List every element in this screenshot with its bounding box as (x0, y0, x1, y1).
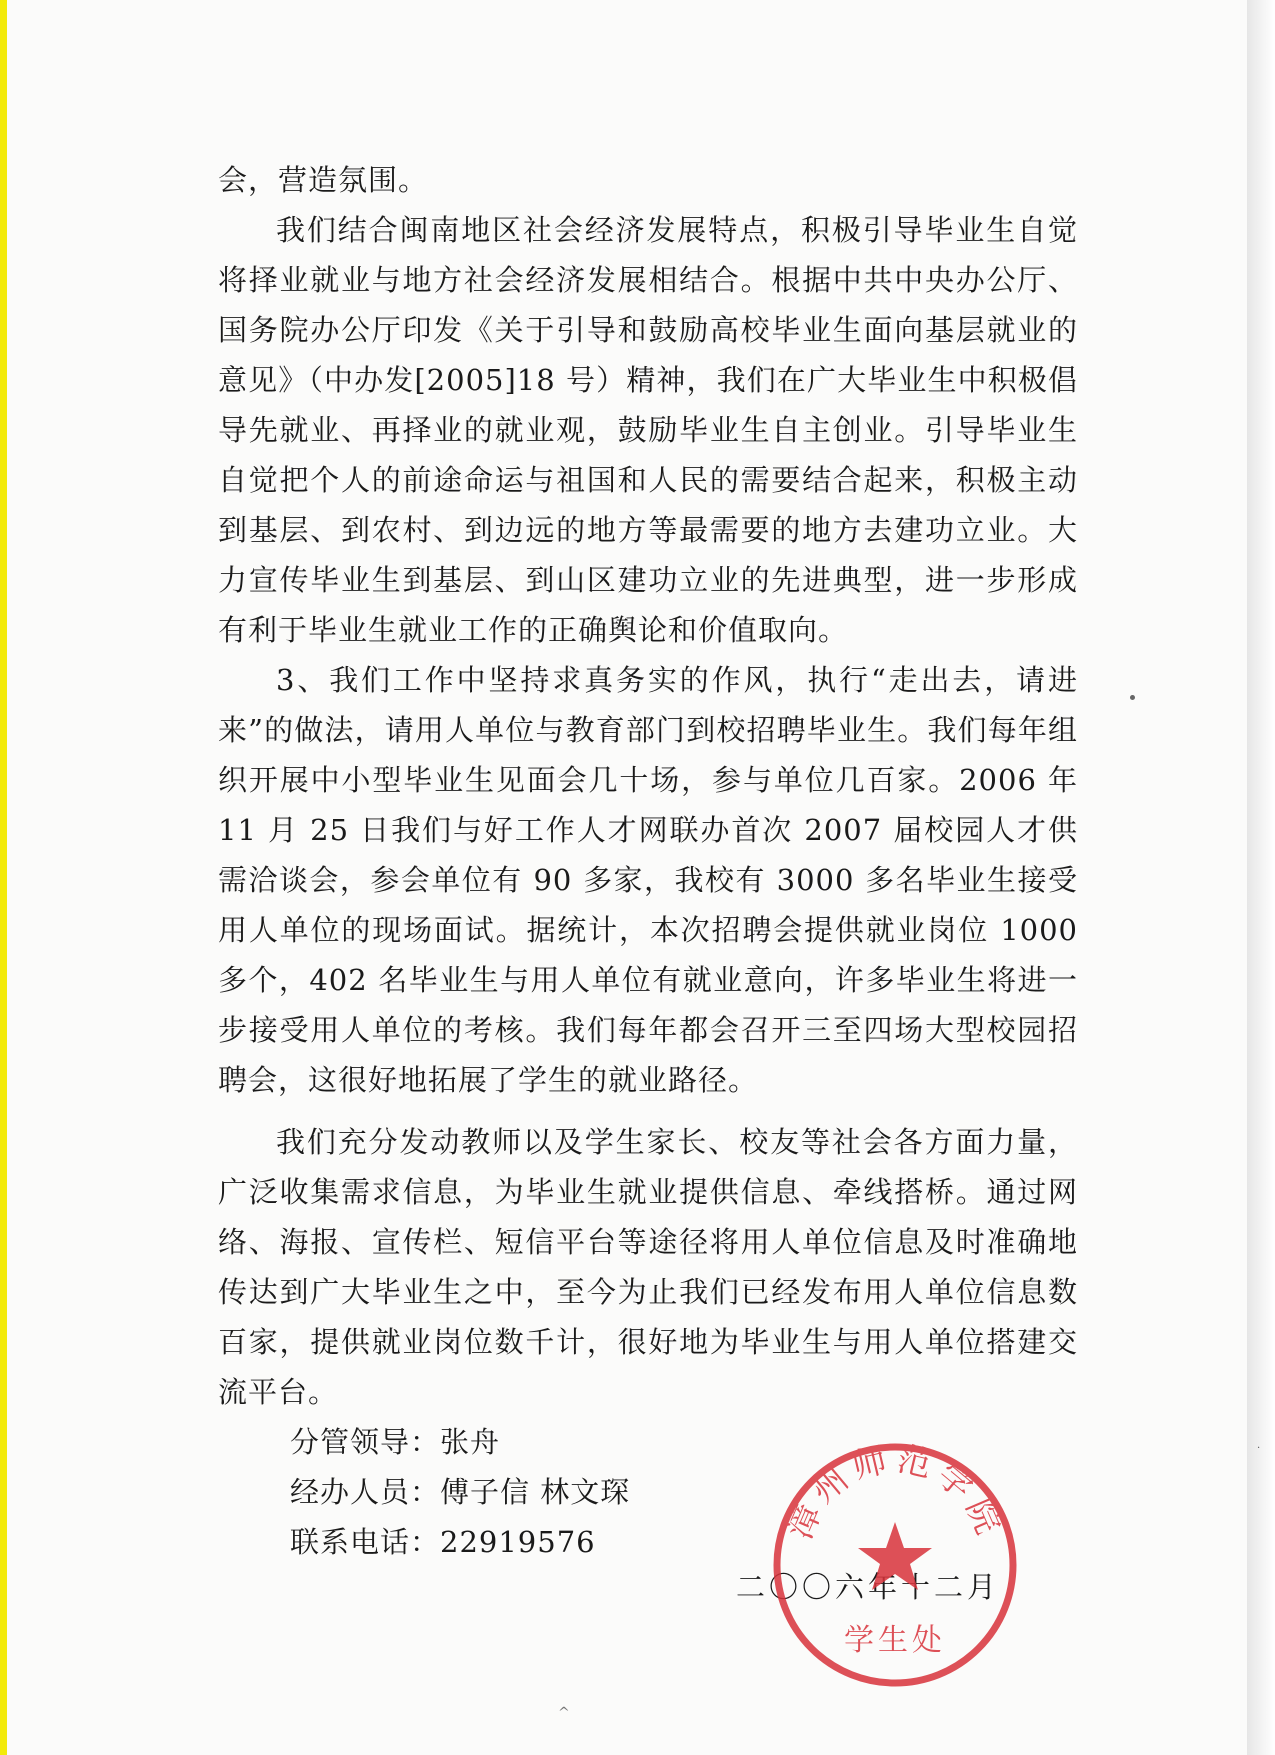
scan-mark: ^ (558, 1705, 570, 1721)
scan-mark-edge: . (1257, 1440, 1261, 1451)
scan-shadow (1247, 0, 1275, 1755)
paragraph-information: 我们充分发动教师以及学生家长、校友等社会各方面力量，广泛收集需求信息，为毕业生就业提供信息、牵线搭桥。通过网络、海报、宣传栏、短信平台等途径将用人单位信息及时准确地传达到广大毕业生之中，至今为止我们已经发布用人单位信息数百家，提供就业岗位数千计，很好地为毕业生与用人单位搭建交流平台。 (218, 1125, 1078, 1409)
star-icon (858, 1522, 932, 1590)
seal-top-text: 漳州师范学院 (779, 1440, 1011, 1546)
contact-leader: 分管领导：张舟 (290, 1425, 501, 1459)
paragraph-recruitment: 3、我们工作中坚持求真务实的作风，执行“走出去，请进来”的做法，请用人单位与教育部门到校招聘毕业生。我们每年组织开展中小型毕业生见面会几十场，参与单位几百家。2006 年 11 月 25 日我们与好工作人才网联办首次 2007 届校园人才供需洽谈会，参会单位有 90 多家，我校有 3000 多名毕业生接受用人单位的现场面试。据统计，本次招聘会提供就业岗位 1000 多个，402 名毕业生与用人单位有就业意向，许多毕业生将进一步接受用人单位的考核。我们每年都会召开三至四场大型校园招聘会，这很好地拓展了学生的就业路径。 (218, 663, 1078, 1097)
paragraph-guidance: 我们结合闽南地区社会经济发展特点，积极引导毕业生自觉将择业就业与地方社会经济发展相结合。根据中共中央办公厅、国务院办公厅印发《关于引导和鼓励高校毕业生面向基层就业的意见》（中办发[2005]18 号）精神，我们在广大毕业生中积极倡导先就业、再择业的就业观，鼓励毕业生自主创业。引导毕业生自觉把个人的前途命运与祖国和人民的需要结合起来，积极主动到基层、到农村、到边远的地方等最需要的地方去建功立业。大力宣传毕业生到基层、到山区建功立业的先进典型，进一步形成有利于毕业生就业工作的正确舆论和价值取向。 (218, 213, 1078, 647)
contact-handlers: 经办人员：傅子信 林文琛 (290, 1475, 631, 1509)
scan-yellow-edge (0, 0, 7, 1755)
contact-phone: 联系电话：22919576 (290, 1525, 596, 1559)
document-body (218, 155, 1078, 1567)
document-date: 二〇〇六年十二月 (736, 1570, 1001, 1604)
paragraph-continuation: 会，营造氛围。 (218, 163, 429, 197)
official-seal-stamp (770, 1440, 1020, 1690)
seal-bottom-text: 学生处 (844, 1623, 946, 1658)
scan-speck (1130, 695, 1135, 700)
